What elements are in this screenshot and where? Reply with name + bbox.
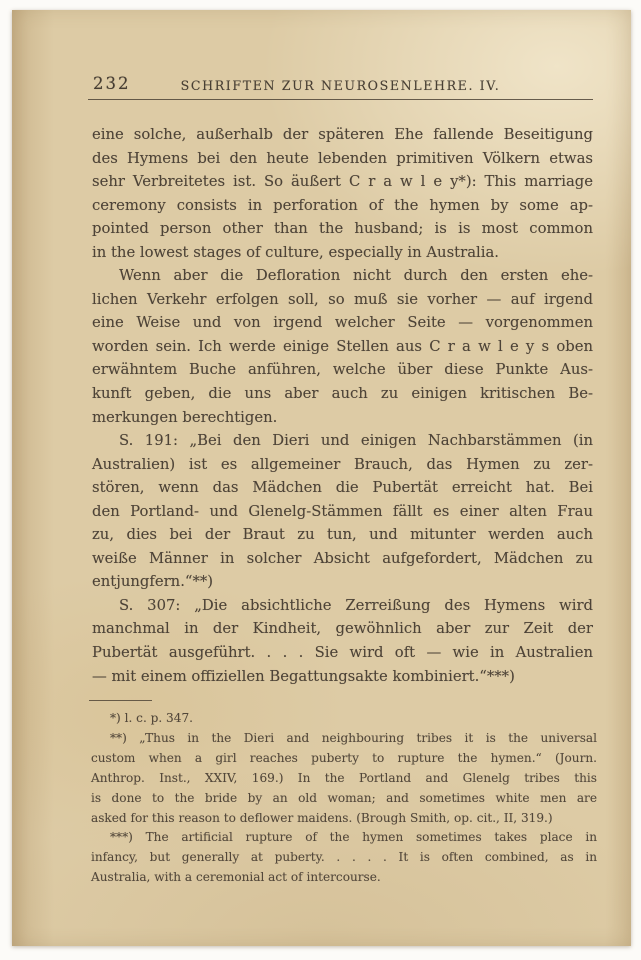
text-line: pointed person other than the husband; is is most common (92, 220, 593, 238)
text-line: sehr Verbreitetes ist. So äußert C r a w l e y*): This marriage (92, 173, 593, 191)
text-line: den Portland- und Glenelg-Stämmen fällt es einer alten Frau (92, 502, 593, 520)
text-line: manchmal in der Kindheit, gewöhnlich aber zur Zeit der (92, 620, 593, 638)
text-line: lichen Verkehr erfolgen soll, so muß sie vorher — auf irgend (92, 290, 593, 308)
footnote-line: ***) The artificial rupture of the hymen sometimes takes place in (110, 830, 597, 845)
footnote-line: custom when a girl reaches puberty to rupture the hymen.“ (Journ. (91, 750, 597, 765)
text-line: S. 191: „Bei den Dieri und einigen Nachbarstämmen (in (119, 432, 593, 450)
text-line: entjungfern.“**) (92, 573, 214, 591)
footnote-line: is done to the bride by an old woman; and sometimes white men are (91, 790, 597, 805)
text-line: — mit einem offiziellen Begattungsakte kombiniert.“***) (92, 667, 515, 685)
text-line: Pubertät ausgeführt. . . . Sie wird oft — wie in Australien (92, 644, 593, 662)
text-line: kunft geben, die uns aber auch zu einigen kritischen Be- (92, 385, 593, 403)
footnote-line: infancy, but generally at puberty. . . . . It is often combined, as in (91, 850, 597, 865)
running-title: SCHRIFTEN ZUR NEUROSENLEHRE. IV. (180, 78, 501, 93)
text-line: stören, wenn das Mädchen die Pubertät erreicht hat. Bei (92, 479, 593, 497)
text-line: eine Weise und von irgend welcher Seite — vorgenommen (92, 314, 593, 332)
text-line: erwähntem Buche anführen, welche über diese Punkte Aus- (92, 361, 593, 379)
text-line: worden sein. Ich werde einige Stellen aus C r a w l e y s oben (92, 337, 593, 355)
footnote-line: *) l. c. p. 347. (110, 711, 193, 725)
text-line: S. 307: „Die absichtliche Zerreißung des Hymens wird (119, 596, 593, 614)
text-line: merkungen berechtigen. (92, 408, 278, 426)
text-line: in the lowest stages of culture, especially in Australia. (92, 243, 500, 261)
footnote-line: asked for this reason to deflower maidens. (Brough Smith, op. cit., II, 319.) (91, 810, 553, 825)
footnote-line: Anthrop. Inst., XXIV, 169.) In the Portland and Glenelg tribes this (91, 770, 597, 785)
page-paper (12, 10, 631, 946)
footnote-line: Australia, with a ceremonial act of intercourse. (91, 870, 381, 885)
footnote-separator (89, 700, 152, 701)
text-line: Wenn aber die Defloration nicht durch den ersten ehe- (119, 267, 593, 285)
text-line: weiße Männer in solcher Absicht aufgefordert, Mädchen zu (92, 549, 593, 567)
header-rule (88, 99, 593, 100)
text-line: eine solche, außerhalb der späteren Ehe fallende Beseitigung (92, 126, 593, 143)
text-line: Australien) ist es allgemeiner Brauch, das Hymen zu zer- (92, 455, 593, 473)
text-line: des Hymens bei den heute lebenden primitiven Völkern etwas (92, 149, 593, 167)
body-text (92, 123, 593, 688)
text-line: ceremony consists in perforation of the hymen by some ap- (92, 196, 593, 214)
page-number: 232 (93, 74, 131, 93)
footnotes (91, 709, 597, 888)
text-line: zu, dies bei der Braut zu tun, und mitunter werden auch (92, 526, 593, 544)
footnote-line: **) „Thus in the Dieri and neighbouring tribes it is the universal (110, 730, 597, 745)
